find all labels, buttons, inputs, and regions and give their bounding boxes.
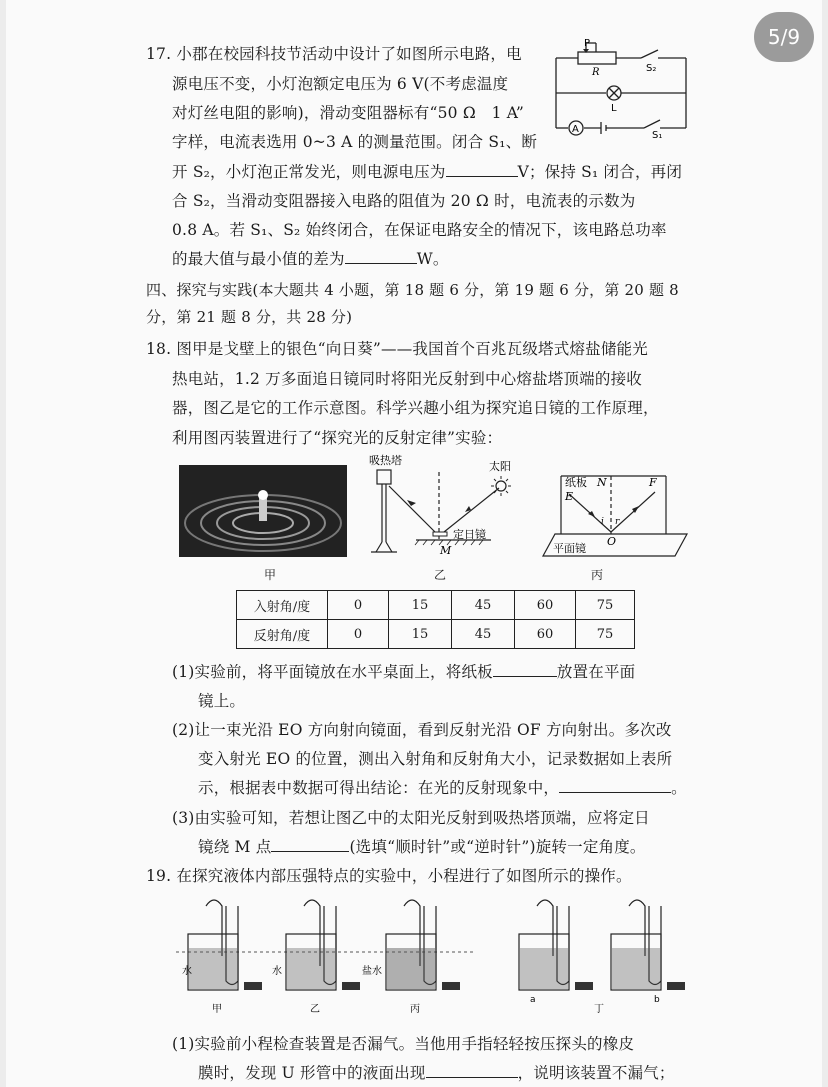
pressure-experiment-figure <box>176 886 696 1016</box>
q18-sub1-line-1 <box>172 660 635 682</box>
answer-blank[interactable] <box>271 837 349 852</box>
q18-sub3-line-2 <box>198 835 646 857</box>
label-f: F <box>649 476 657 489</box>
table-cell: 60 <box>515 591 576 620</box>
q18-sub1-text: (1)实验前，将平面镜放在水平桌面上，将纸板 <box>172 663 493 681</box>
q18-sub3-tail: (选填“顺时针”或“逆时针”)旋转一定角度。 <box>349 838 646 856</box>
page-indicator: 5/9 <box>754 12 814 62</box>
q17-line-2: 源电压不变，小灯泡额定电压为 6 V(不考虑温度 <box>172 75 509 93</box>
reflection-data-table <box>236 590 635 649</box>
q19-sub1-tail: ，说明该装置不漏气； <box>517 1064 675 1082</box>
label-water-2: 水 <box>272 966 282 977</box>
table-cell: 75 <box>576 620 635 649</box>
q18-sub2-tail: 。 <box>671 779 687 797</box>
q17-line-7: 0.8 A。若 S₁、S₂ 始终闭合，在保证电路安全的情况下，该电路总功率 <box>172 221 667 239</box>
fig-jia-caption: 甲 <box>212 1004 222 1015</box>
q17-line-8-tail: W。 <box>416 250 449 268</box>
table-cell: 60 <box>515 620 576 649</box>
q18-sub3-line-1: (3)由实验可知，若想让图乙中的太阳光反射到吸热塔顶端，应将定日 <box>172 809 650 827</box>
q17-line-5-text: 开 S₂，小灯泡正常发光，则电源电压为 <box>172 163 446 181</box>
fig-yi-caption: 乙 <box>434 568 447 582</box>
q17-line-8 <box>172 247 449 269</box>
label-heliostat: 定日镜 <box>453 528 486 541</box>
section-4-header-line-2: 分，第 21 题 8 分，共 28 分) <box>146 308 353 326</box>
table-cell: 45 <box>452 591 515 620</box>
circuit-diagram <box>546 38 696 138</box>
q18-line-4: 利用图丙装置进行了“探究光的反射定律”实验： <box>172 429 503 447</box>
answer-blank[interactable] <box>345 249 417 264</box>
q18-sub2-line-3 <box>198 776 687 798</box>
q18-sub2-text: 示，根据表中数据可得出结论：在光的反射现象中， <box>198 779 560 797</box>
q18-line-1: 18. 图甲是戈壁上的银色“向日葵”——我国首个百兆瓦级塔式熔盐储能光 <box>146 340 648 358</box>
q17-line-5-tail: V；保持 S₁ 闭合，再闭 <box>517 163 683 181</box>
label-m: M <box>440 544 452 557</box>
q19-line-1: 19. 在探究液体内部压强特点的实验中，小程进行了如图所示的操作。 <box>146 867 632 885</box>
label-salt-water: 盐水 <box>362 966 382 977</box>
q17-line-8-text: 的最大值与最小值的差为 <box>172 250 345 268</box>
table-cell: 0 <box>328 620 389 649</box>
q17-line-1: 17. 小郡在校园科技节活动中设计了如图所示电路，电 <box>146 45 522 63</box>
q18-sub2-line-1: (2)让一束光沿 EO 方向射向镜面，看到反射光沿 OF 方向射出。多次改 <box>172 721 672 739</box>
q18-sub2-line-2: 变入射光 EO 的位置，测出入射角和反射角大小，记录数据如上表所 <box>198 750 673 768</box>
fig-jia-caption: 甲 <box>264 568 277 582</box>
q17-line-3: 对灯丝电阻的影响)，滑动变阻器标有“50 Ω 1 A” <box>172 104 525 122</box>
document-page <box>6 0 822 1087</box>
q19-sub1-line-2 <box>198 1061 675 1083</box>
table-cell: 15 <box>389 620 452 649</box>
heliostat-diagram <box>361 452 531 564</box>
circuit-label-l: L <box>611 103 617 114</box>
table-row-header: 反射角/度 <box>237 620 328 649</box>
q19-sub1-line-1: (1)实验前小程检查装置是否漏气。当他用手指轻轻按压探头的橡皮 <box>172 1035 635 1053</box>
solar-plant-photo-art <box>179 465 347 557</box>
table-cell: 0 <box>328 591 389 620</box>
label-water-1: 水 <box>182 966 192 977</box>
label-i: i <box>601 517 604 527</box>
circuit-label-a: A <box>572 124 579 135</box>
fig-bing-caption: 丙 <box>410 1004 420 1015</box>
q18-sub1-line-2: 镜上。 <box>198 692 246 710</box>
circuit-label-r: R <box>592 67 600 78</box>
fig-yi-caption: 乙 <box>310 1004 320 1015</box>
label-e: E <box>565 490 574 503</box>
q18-sub3-text: 镜绕 M 点 <box>198 838 272 856</box>
label-sun: 太阳 <box>489 460 511 473</box>
label-plane-mirror: 平面镜 <box>553 542 586 555</box>
circuit-label-s2: S₂ <box>646 63 657 74</box>
table-cell: 15 <box>389 591 452 620</box>
solar-plant-photo <box>179 465 347 557</box>
reflection-experiment-diagram <box>541 472 691 564</box>
answer-blank[interactable] <box>426 1063 518 1078</box>
label-o: O <box>607 535 617 548</box>
table-row <box>237 591 635 620</box>
fig-ding-caption: 丁 <box>594 1004 604 1015</box>
answer-blank[interactable] <box>559 778 671 793</box>
table-cell: 45 <box>452 620 515 649</box>
label-a: a <box>530 995 536 1005</box>
circuit-label-s1: S₁ <box>652 130 663 138</box>
q17-line-5 <box>172 160 682 182</box>
q18-line-2: 热电站，1.2 万多面追日镜同时将阳光反射到中心熔盐塔顶端的接收 <box>172 370 642 388</box>
label-n: N <box>597 476 607 489</box>
answer-blank[interactable] <box>446 162 518 177</box>
circuit-label-p: P <box>584 38 591 49</box>
q17-line-6: 合 S₂，当滑动变阻器接入电路的阻值为 20 Ω 时，电流表的示数为 <box>172 192 636 210</box>
table-row-header: 入射角/度 <box>237 591 328 620</box>
section-4-header-line-1: 四、探究与实践(本大题共 4 小题，第 18 题 6 分，第 19 题 6 分，第 20 题 8 <box>146 281 679 299</box>
q18-line-3: 器，图乙是它的工作示意图。科学兴趣小组为探究追日镜的工作原理， <box>172 399 659 417</box>
fig-bing-caption: 丙 <box>591 568 604 582</box>
label-b: b <box>654 995 660 1005</box>
q17-line-4: 字样，电流表选用 0~3 A 的测量范围。闭合 S₁、断 <box>172 133 538 151</box>
q18-sub1-tail: 放置在平面 <box>556 663 636 681</box>
label-tower: 吸热塔 <box>369 454 402 467</box>
table-cell: 75 <box>576 591 635 620</box>
table-row <box>237 620 635 649</box>
q19-sub1-text: 膜时，发现 U 形管中的液面出现 <box>198 1064 426 1082</box>
label-r: r <box>615 517 620 527</box>
answer-blank[interactable] <box>493 662 557 677</box>
label-board: 纸板 <box>565 476 587 489</box>
